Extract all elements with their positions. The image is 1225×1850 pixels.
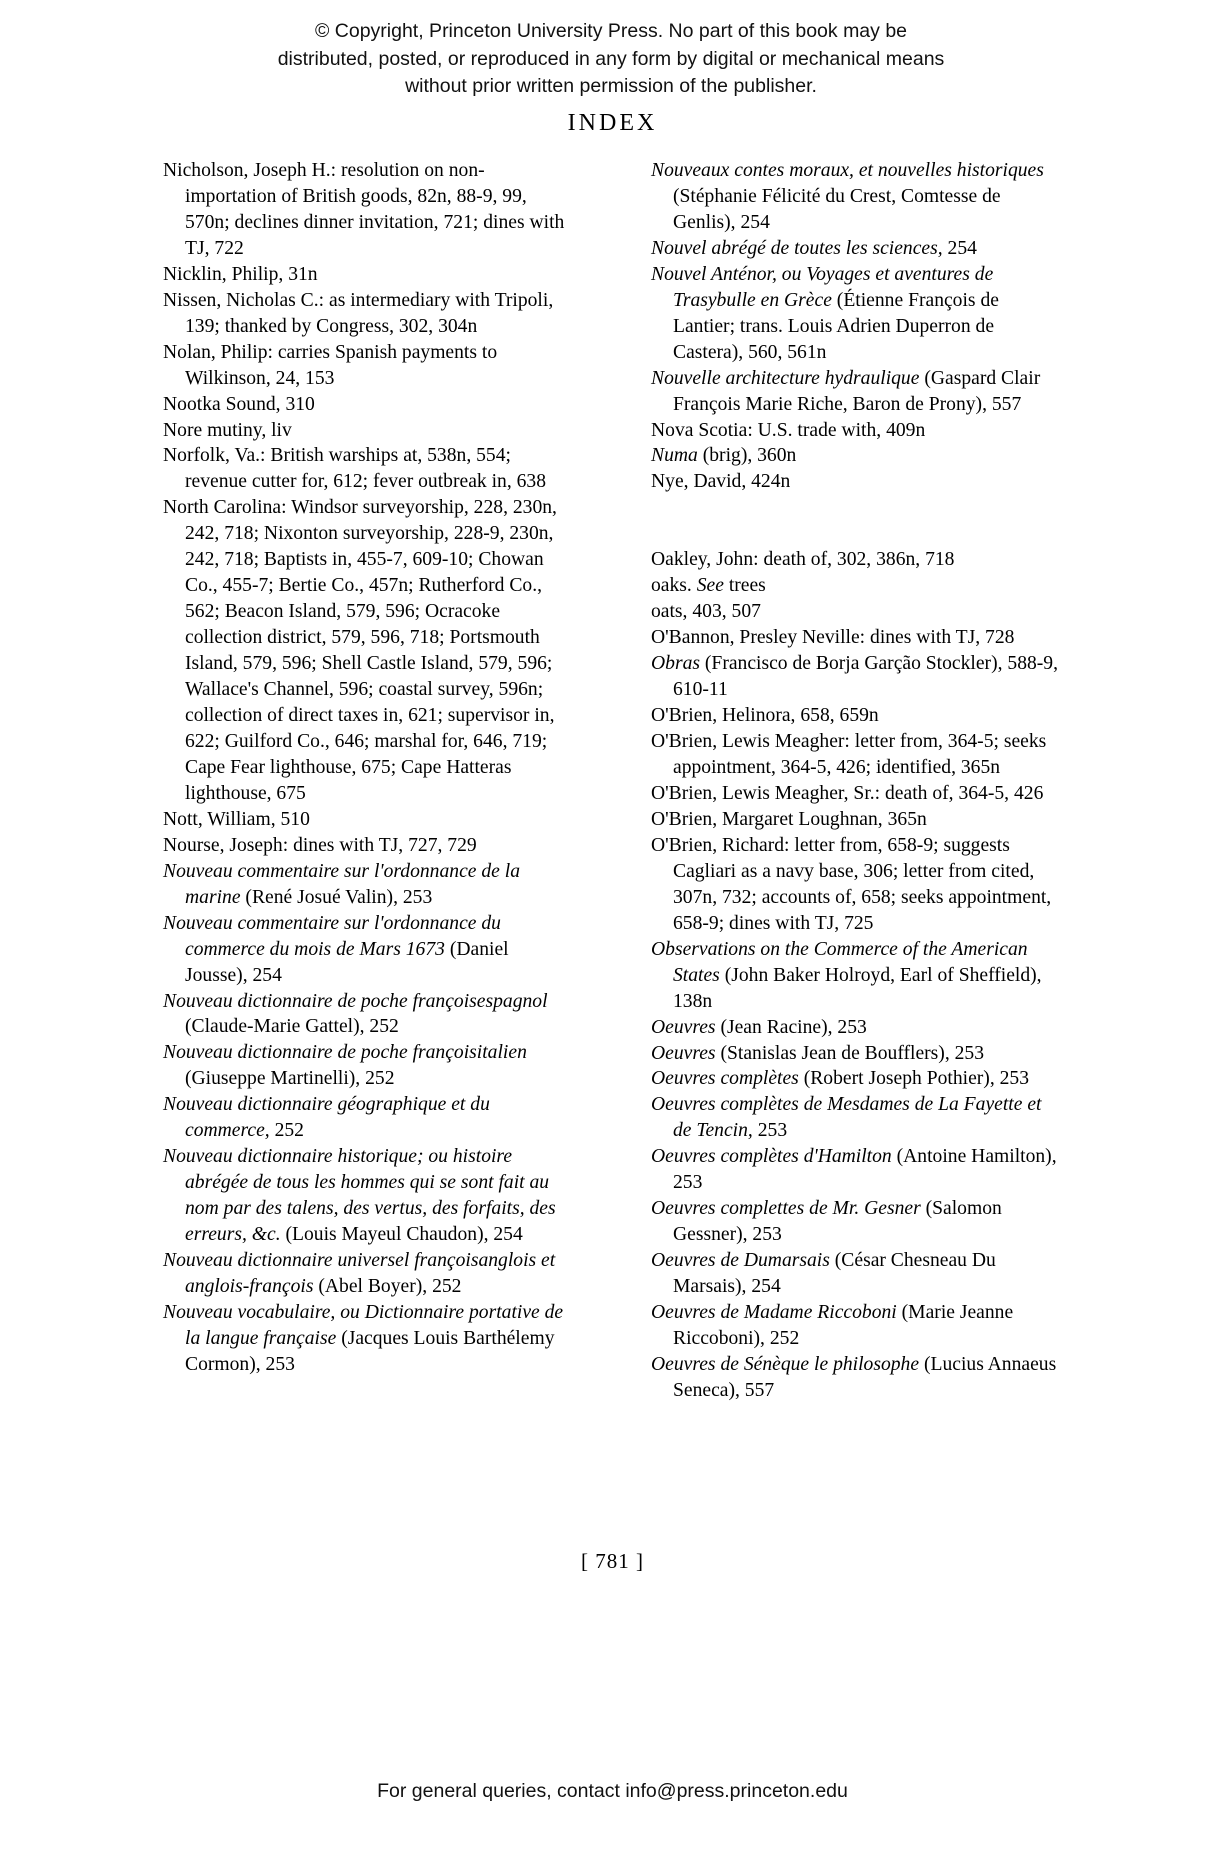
index-entry: Oakley, John: death of, 302, 386n, 718 bbox=[651, 549, 955, 571]
index-entry: Nore mutiny, liv bbox=[163, 419, 292, 441]
page-folio: [ 781 ] bbox=[581, 1549, 644, 1573]
index-entry: North Carolina: Windsor surveyorship, 228, 230n, 242, 718; Nixonton surveyorship, 228-9, 230n, 242, 718; Baptists in, 455-7, 609-10; Chowan Co., 455-7; Bertie Co., 457n; Rutherford Co., 562; Beacon Island, 579, 596; Ocracoke collection district, 579, 596, 718; Portsmouth Island, 579, 596; Shell Castle Island, 579, 596; Wallace's Channel, 596; coastal survey, 596n; collection of direct taxes in, 621; supervisor in, 622; Guilford Co., 646; marshal for, 646, 719; Cape Fear lighthouse, 675; Cape Hatteras lighthouse, 675 bbox=[163, 497, 557, 804]
index-entry: O'Brien, Lewis Meagher: letter from, 364-5; seeks appointment, 364-5, 426; identified, 365n bbox=[651, 731, 1047, 779]
index-entry: Nouveau dictionnaire de poche françoisitalien (Giuseppe Martinelli), 252 bbox=[163, 1042, 527, 1090]
index-entry: Nicklin, Philip, 31n bbox=[163, 263, 318, 285]
footer-notice: For general queries, contact info@press.princeton.edu bbox=[377, 1780, 848, 1802]
index-entry: Nolan, Philip: carries Spanish payments to Wilkinson, 24, 153 bbox=[163, 341, 498, 389]
index-entry: Oeuvres de Sénèque le philosophe (Lucius Annaeus Seneca), 557 bbox=[651, 1353, 1057, 1401]
index-entry: Oeuvres (Stanislas Jean de Boufflers), 253 bbox=[651, 1042, 985, 1064]
index-entry: Nova Scotia: U.S. trade with, 409n bbox=[651, 419, 926, 441]
page-title: INDEX bbox=[567, 110, 658, 136]
index-entry: O'Brien, Margaret Loughnan, 365n bbox=[651, 808, 927, 830]
index-column-left bbox=[163, 158, 575, 1404]
index-entry: Nouveau commentaire sur l'ordonnance de la marine (René Josué Valin), 253 bbox=[163, 860, 520, 908]
index-entry: Nicholson, Joseph H.: resolution on non-importation of British goods, 82n, 88-9, 99, 570n; declines dinner invitation, 721; dines with TJ, 722 bbox=[163, 160, 565, 259]
index-entry: Nye, David, 424n bbox=[651, 471, 791, 493]
index-entry: Nouveau dictionnaire universel françoisanglois et anglois-françois (Abel Boyer), 252 bbox=[163, 1250, 556, 1297]
index-entry: O'Brien, Helinora, 658, 659n bbox=[651, 705, 879, 727]
index-entry: Norfolk, Va.: British warships at, 538n, 554; revenue cutter for, 612; fever outbreak in, 638 bbox=[163, 445, 547, 493]
index-columns bbox=[163, 158, 1063, 1404]
index-entry: Oeuvres de Madame Riccoboni (Marie Jeanne Riccoboni), 252 bbox=[651, 1302, 1014, 1349]
index-entry: Nouveau commentaire sur l'ordonnance du commerce du mois de Mars 1673 (Daniel Jousse), 254 bbox=[163, 912, 509, 986]
index-entry: Nouveau dictionnaire historique; ou histoire abrégée de tous les hommes qui se sont fait au nom par des talens, des vertus, des forfaits, des erreurs, &c. (Louis Mayeul Chaudon), 254 bbox=[163, 1146, 556, 1246]
column-spacer bbox=[651, 495, 1063, 547]
index-entry: Nouvel abrégé de toutes les sciences, 254 bbox=[651, 237, 977, 259]
index-entry: oaks. See trees bbox=[651, 575, 766, 597]
index-entry: O'Bannon, Presley Neville: dines with TJ, 728 bbox=[651, 627, 1015, 649]
index-entry: O'Brien, Lewis Meagher, Sr.: death of, 364-5, 426 bbox=[651, 782, 1044, 804]
index-entry: Oeuvres complètes de Mesdames de La Fayette et de Tencin, 253 bbox=[651, 1094, 1042, 1142]
index-entry: Nouvel Anténor, ou Voyages et aventures de Trasybulle en Grèce (Étienne François de Lantier; trans. Louis Adrien Duperron de Castera), 560, 561n bbox=[651, 263, 999, 363]
index-entry: Nootka Sound, 310 bbox=[163, 393, 315, 415]
index-entry: Nouveaux contes moraux, et nouvelles historiques (Stéphanie Félicité du Crest, Comtesse de Genlis), 254 bbox=[651, 160, 1044, 233]
index-entry: Nissen, Nicholas C.: as intermediary with Tripoli, 139; thanked by Congress, 302, 304n bbox=[163, 289, 554, 337]
index-entry: Nouvelle architecture hydraulique (Gaspard Clair François Marie Riche, Baron de Prony), 557 bbox=[651, 367, 1041, 415]
copyright-notice: © Copyright, Princeton University Press. No part of this book may be distributed, posted, or reproduced in any form by digital or mechanical means without prior written permission of the publisher. bbox=[277, 20, 945, 98]
index-entry: Nouveau dictionnaire de poche françoisespagnol (Claude-Marie Gattel), 252 bbox=[163, 990, 548, 1038]
index-column-right bbox=[651, 158, 1063, 1404]
index-entry: Oeuvres de Dumarsais (César Chesneau Du Marsais), 254 bbox=[651, 1250, 996, 1298]
index-entry: Obras (Francisco de Borja Garção Stockler), 588-9, 610-11 bbox=[651, 653, 1059, 701]
index-entry: Oeuvres complettes de Mr. Gesner (Salomon Gessner), 253 bbox=[651, 1198, 1002, 1246]
index-entry: O'Brien, Richard: letter from, 658-9; suggests Cagliari as a navy base, 306; letter from cited, 307n, 732; accounts of, 658; seeks appointment, 658-9; dines with TJ, 725 bbox=[651, 834, 1052, 934]
index-entry: oats, 403, 507 bbox=[651, 601, 761, 623]
index-entry: Oeuvres complètes d'Hamilton (Antoine Hamilton), 253 bbox=[651, 1146, 1057, 1194]
index-entry: Nouveau dictionnaire géographique et du commerce, 252 bbox=[163, 1094, 490, 1142]
index-entry: Oeuvres (Jean Racine), 253 bbox=[651, 1016, 867, 1038]
index-entry: Nott, William, 510 bbox=[163, 808, 310, 830]
index-entry: Oeuvres complètes (Robert Joseph Pothier), 253 bbox=[651, 1068, 1030, 1090]
index-entry: Nourse, Joseph: dines with TJ, 727, 729 bbox=[163, 834, 477, 856]
index-entry: Nouveau vocabulaire, ou Dictionnaire portative de la langue française (Jacques Louis Barthélemy Cormon), 253 bbox=[163, 1301, 564, 1375]
index-entry: Observations on the Commerce of the American States (John Baker Holroyd, Earl of Sheffield), 138n bbox=[651, 938, 1042, 1012]
index-entry: Numa (brig), 360n bbox=[651, 445, 797, 467]
